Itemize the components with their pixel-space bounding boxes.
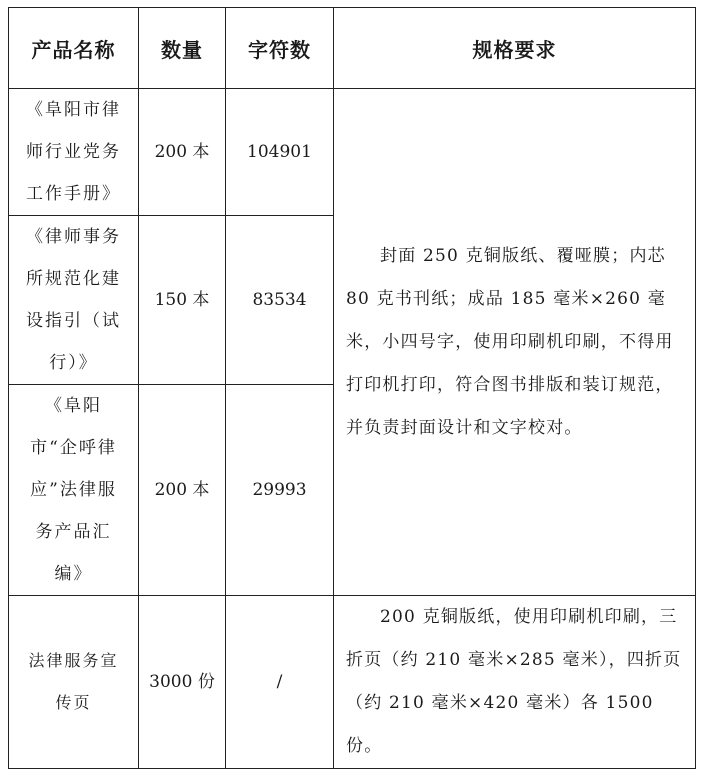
product-name: 《阜阳市律师行业党务工作手册》 <box>9 89 139 216</box>
product-chars: / <box>226 596 334 769</box>
product-quantity: 3000 份 <box>139 596 226 769</box>
product-chars: 83534 <box>226 216 334 385</box>
product-name: 《律师事务所规范化建设指引（试行）》 <box>9 216 139 385</box>
table-row <box>9 596 696 769</box>
product-chars: 104901 <box>226 89 334 216</box>
product-quantity: 200 本 <box>139 385 226 596</box>
spec-books: 封面 250 克铜版纸、覆哑膜；内芯 80 克书刊纸；成品 185 毫米×260 毫米，小四号字，使用印刷机印刷，不得用打印机打印，符合图书排版和装订规范，并负责封面设计和文字校对。 <box>334 89 696 596</box>
header-spec: 规格要求 <box>334 8 696 89</box>
spec-table <box>8 7 696 769</box>
table-row <box>9 89 696 216</box>
header-row <box>9 8 696 89</box>
product-name: 《阜阳市“企呼律应”法律服务产品汇编》 <box>9 385 139 596</box>
product-chars: 29993 <box>226 385 334 596</box>
header-name: 产品名称 <box>9 8 139 89</box>
product-quantity: 200 本 <box>139 89 226 216</box>
product-name: 法律服务宣传页 <box>9 596 139 769</box>
spec-flyer: 200 克铜版纸，使用印刷机印刷，三折页（约 210 毫米×285 毫米），四折页（约 210 毫米×420 毫米）各 1500 份。 <box>334 596 696 769</box>
header-quantity: 数量 <box>139 8 226 89</box>
header-chars: 字符数 <box>226 8 334 89</box>
product-quantity: 150 本 <box>139 216 226 385</box>
